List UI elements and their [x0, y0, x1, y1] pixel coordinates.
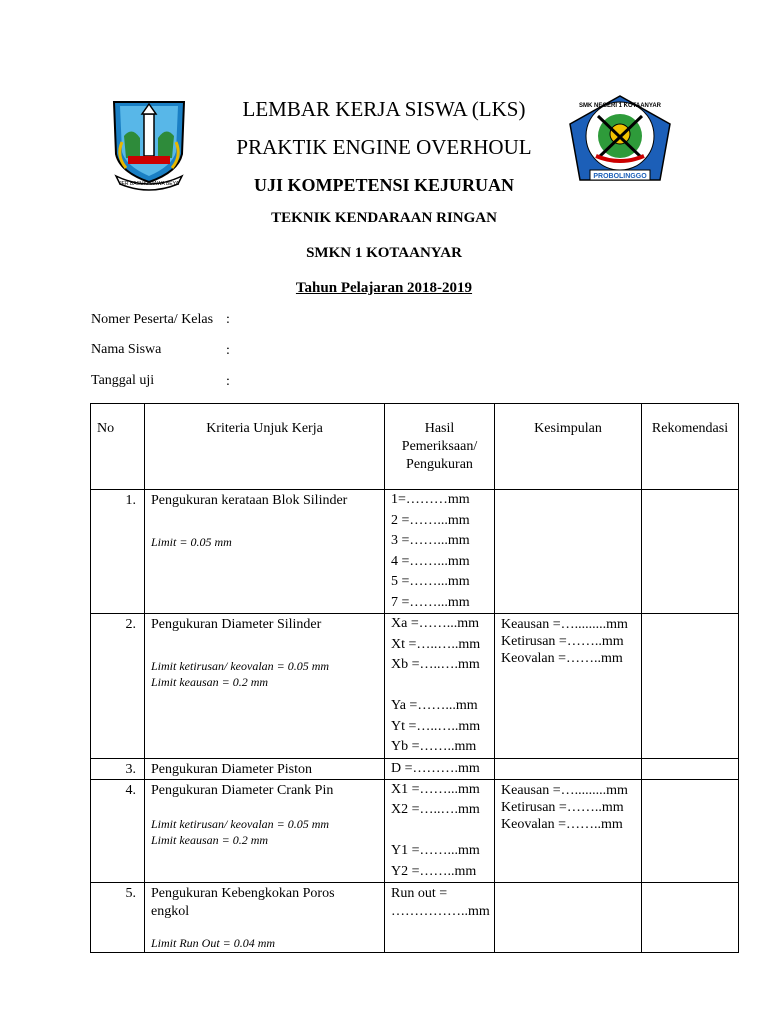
- row2-hasil-2: Xt =…..…..mm: [391, 636, 481, 652]
- row2-kesimpulan-2: Ketirusan =……..mm: [501, 634, 624, 649]
- header-kesimpulan: Kesimpulan: [495, 404, 642, 490]
- row5-kesimpulan: [495, 883, 642, 953]
- row1-hasil-2: 2 =……...mm: [391, 512, 470, 528]
- row2-limit-1: Limit ketirusan/ keovalan = 0.05 mm: [151, 659, 330, 673]
- test-date-label: Tanggal uji: [91, 373, 155, 388]
- row1-kriteria: [145, 490, 385, 614]
- practice-title: PRAKTIK ENGINE OVERHOUL: [236, 135, 532, 159]
- row4-kriteria: [145, 779, 385, 883]
- row2-no: 2.: [91, 614, 145, 759]
- header-hasil: [385, 404, 495, 490]
- row3-hasil-1: D =……….mm: [391, 760, 480, 776]
- row5-limit: Limit Run Out = 0.04 mm: [151, 936, 276, 950]
- row1-hasil-3: 3 =……...mm: [391, 533, 470, 548]
- row5-hasil: [385, 883, 495, 953]
- row1-hasil-1: 1=………mm: [391, 492, 470, 507]
- row3-rekomendasi: [642, 758, 739, 779]
- row2-hasil-4: Ya =……...mm: [391, 698, 478, 713]
- table-header-row: [91, 404, 739, 490]
- row1-hasil-4: 4 =……...mm: [391, 553, 470, 569]
- row2-hasil-6: Yb =……..mm: [391, 739, 477, 754]
- row2-kriteria: [145, 614, 385, 759]
- row3-hasil: [385, 758, 495, 779]
- row4-kesimpulan-1: Keausan =….........mm: [501, 782, 628, 798]
- row2-rekomendasi: [642, 614, 739, 759]
- row5-no: 5.: [91, 883, 145, 953]
- row5-kriteria-line2: engkol: [151, 904, 190, 919]
- header-kriteria: Kriteria Unjuk Kerja: [145, 404, 385, 490]
- row2-hasil-spacer: [385, 676, 494, 697]
- exam-title: UJI KOMPETENSI KEJURUAN: [253, 175, 515, 195]
- row3-kriteria: Pengukuran Diameter Piston: [145, 758, 385, 779]
- row5-hasil-1: Run out =: [391, 886, 448, 901]
- row3-no: 3.: [91, 758, 145, 779]
- document-title: LEMBAR KERJA SISWA (LKS): [242, 97, 526, 121]
- participant-number-label: Nomer Peserta/ Kelas: [91, 312, 214, 327]
- row4-limit-2: Limit keausan = 0.2 mm: [151, 832, 269, 847]
- row4-rekomendasi: [642, 779, 739, 883]
- row4-kriteria-text: Pengukuran Diameter Crank Pin: [151, 782, 334, 798]
- row3-kesimpulan: [495, 758, 642, 779]
- row2-kesimpulan-3: Keovalan =……..mm: [501, 651, 623, 666]
- left-logo-motto: JER BASUKI MAWA BEYA: [119, 181, 179, 187]
- program-name: TEKNIK KENDARAAN RINGAN: [271, 210, 497, 226]
- row4-no: 4.: [91, 779, 145, 883]
- participant-number-colon: :: [226, 312, 230, 327]
- header-no: No: [91, 404, 145, 490]
- row1-kriteria-text: Pengukuran kerataan Blok Silinder: [151, 493, 348, 508]
- table-row: [91, 490, 739, 614]
- test-date-colon: :: [226, 374, 230, 389]
- row1-hasil-5: 5 =……...mm: [391, 574, 470, 589]
- right-logo-bottom-text: PROBOLINGGO: [593, 173, 647, 180]
- table-row: [91, 758, 739, 779]
- student-name-label: Nama Siswa: [91, 342, 162, 357]
- academic-year: Tahun Pelajaran 2018-2019: [295, 280, 473, 296]
- row4-limit-1: Limit ketirusan/ keovalan = 0.05 mm: [151, 816, 330, 831]
- row5-kriteria: [145, 883, 385, 953]
- header-hasil-line1: Hasil: [424, 421, 455, 436]
- row1-no: 1.: [91, 490, 145, 614]
- row5-kriteria-line1: Pengukuran Kebengkokan Poros: [151, 886, 335, 901]
- row1-kesimpulan: [495, 490, 642, 614]
- row4-hasil-3: Y1 =……...mm: [391, 843, 480, 858]
- student-name-colon: :: [226, 343, 230, 358]
- row4-hasil: [385, 779, 495, 883]
- table-row: [91, 614, 739, 759]
- row2-hasil-3: Xb =…..….mm: [391, 657, 480, 672]
- header-rekomendasi: Rekomendasi: [642, 404, 739, 490]
- row2-hasil-1: Xa =……...mm: [391, 616, 479, 631]
- row2-kriteria-text: Pengukuran Diameter Silinder: [151, 617, 322, 632]
- row4-hasil-1: X1 =……...mm: [391, 781, 480, 797]
- row2-limit-2: Limit keausan = 0.2 mm: [151, 675, 269, 689]
- row1-hasil-6: 7 =……...mm: [391, 594, 470, 610]
- header-hasil-line3: Pengukuran: [406, 457, 473, 472]
- row4-kesimpulan-3: Keovalan =……..mm: [501, 816, 623, 832]
- row4-kesimpulan-2: Ketirusan =……..mm: [501, 799, 624, 815]
- row2-hasil-5: Yt =…..…..mm: [391, 718, 481, 734]
- row4-hasil-spacer: [385, 821, 494, 842]
- table-row: [91, 883, 739, 953]
- row5-rekomendasi: [642, 883, 739, 953]
- row4-hasil-4: Y2 =……..mm: [391, 863, 477, 879]
- row1-limit: Limit = 0.05 mm: [151, 535, 232, 549]
- row4-kesimpulan: [495, 779, 642, 883]
- row2-hasil: [385, 614, 495, 759]
- assessment-table: [90, 403, 739, 953]
- row4-hasil-2: X2 =…..….mm: [391, 802, 480, 817]
- right-logo-top-text: SMK NEGERI 1 KOTAANYAR: [578, 103, 662, 109]
- row1-rekomendasi: [642, 490, 739, 614]
- header-hasil-line2: Pemeriksaan/: [401, 439, 478, 454]
- row2-kesimpulan-1: Keausan =….........mm: [501, 617, 628, 632]
- table-row: [91, 779, 739, 883]
- row1-hasil: [385, 490, 495, 614]
- row2-kesimpulan: [495, 614, 642, 759]
- row5-hasil-2: ……………..mm: [391, 904, 490, 919]
- school-name: SMKN 1 KOTAANYAR: [306, 245, 462, 261]
